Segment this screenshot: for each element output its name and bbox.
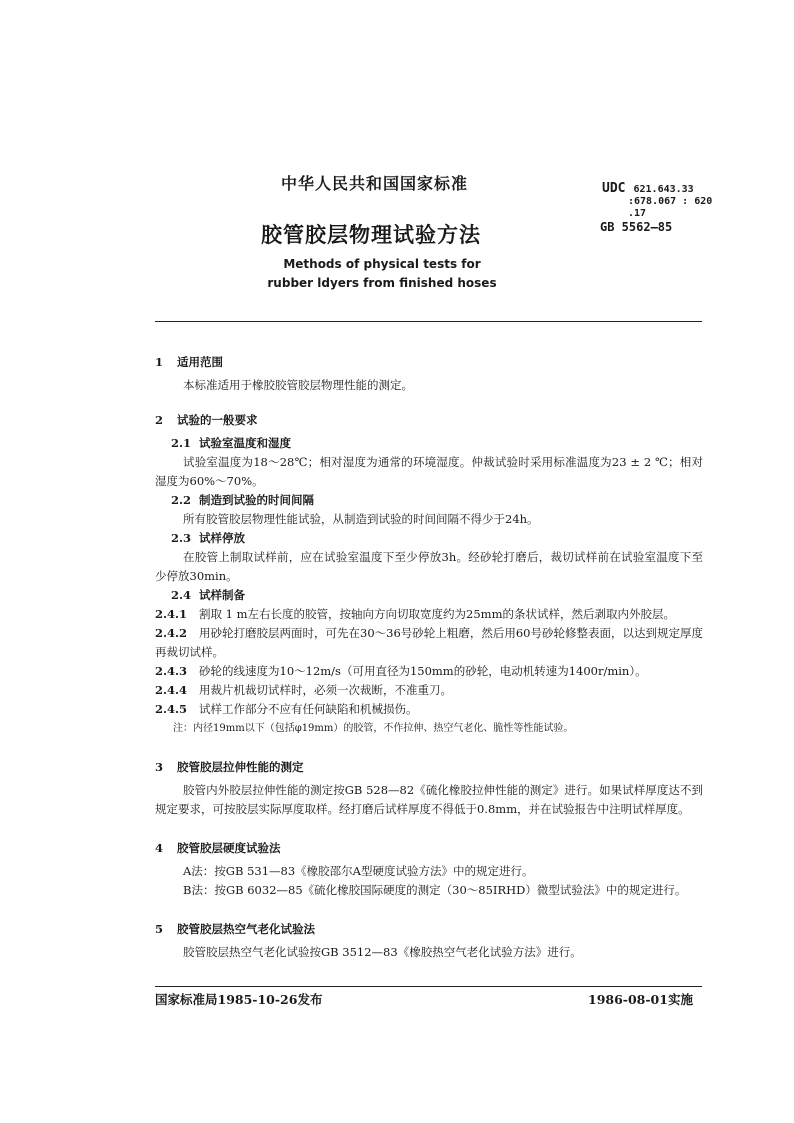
title-en-line: Methods of physical tests for xyxy=(283,257,481,271)
clause-item: 2.4.1 割取 1 m左右长度的胶管，按轴向方向切取宽度约为25mm的条状试样，然后剥取内外胶层。 xyxy=(155,607,675,621)
section-paragraph: 本标准适用于橡胶胶管胶层物理性能的测定。 xyxy=(183,378,413,392)
section-heading: 3 胶管胶层拉伸性能的测定 xyxy=(155,760,304,774)
udc-code-line: .17 xyxy=(628,208,647,219)
subsection-heading: 2.4 试样制备 xyxy=(171,588,245,602)
document-title-en xyxy=(262,255,502,293)
method-b-paragraph: B法：按GB 6032—85《硫化橡胶国际硬度的测定（30～85IRHD）微型试验法》中的规定进行。 xyxy=(183,883,687,897)
footer-divider xyxy=(155,986,702,987)
clause-item: 2.4.3 砂轮的线速度为10～12m/s（可用直径为150mm的砂轮，电动机转速为1400r/min）。 xyxy=(155,664,647,678)
udc-code-line: 621.643.33 xyxy=(633,184,694,195)
udc-classification xyxy=(602,181,712,220)
clause-note: 注：内径19mm以下（包括φ19mm）的胶管，不作拉伸、热空气老化、脆性等性能试验。 xyxy=(173,723,574,734)
effective-date: 1986-08-01实施 xyxy=(588,992,693,1007)
section-paragraph: 胶管胶层热空气老化试验按GB 3512—83《橡胶热空气老化试验方法》进行。 xyxy=(183,945,582,959)
udc-code-line: :678.067 : 620 xyxy=(628,196,713,207)
section-heading: 2 试验的一般要求 xyxy=(155,413,258,427)
document-title-zh: 胶管胶层物理试验方法 xyxy=(261,222,481,247)
section-heading: 1 适用范围 xyxy=(155,355,223,369)
issue-date: 国家标准局1985-10-26发布 xyxy=(155,992,323,1007)
subsection-heading: 2.1 试验室温度和湿度 xyxy=(171,436,291,450)
subsection-paragraph: 在胶管上制取试样前，应在试验室温度下至少停放3h。经砂轮打磨后，裁切试样前在试验室温度下至少停放30min。 xyxy=(155,550,703,583)
method-a-paragraph: A法：按GB 531—83《橡胶邵尔A型硬度试验方法》中的规定进行。 xyxy=(183,864,534,878)
section-heading: 5 胶管胶层热空气老化试验法 xyxy=(155,922,315,936)
subsection-heading: 2.3 试样停放 xyxy=(171,531,245,545)
clause-item: 2.4.4 用裁片机裁切试样时，必须一次裁断，不准重刀。 xyxy=(155,683,452,697)
section-heading: 4 胶管胶层硬度试验法 xyxy=(155,841,281,855)
subsection-paragraph: 所有胶管胶层物理性能试验，从制造到试验的时间间隔不得少于24h。 xyxy=(183,512,539,526)
subsection-heading: 2.2 制造到试验的时间间隔 xyxy=(171,493,314,507)
document-body xyxy=(155,347,703,962)
clause-item: 2.4.5 试样工作部分不应有任何缺陷和机械损伤。 xyxy=(155,702,418,716)
clause-item: 2.4.2 用砂轮打磨胶层两面时，可先在30～36号砂轮上粗磨，然后用60号砂轮修整表面，以达到规定厚度再裁切试样。 xyxy=(155,626,703,659)
gb-standard-number: GB 5562—85 xyxy=(600,220,673,234)
udc-label: UDC xyxy=(602,181,626,196)
subsection-paragraph: 试验室温度为18～28℃；相对湿度为通常的环境湿度。仲裁试验时采用标准温度为23 ± 2 ℃；相对湿度为60%～70%。 xyxy=(155,455,703,488)
standard-org-header: 中华人民共和国国家标准 xyxy=(281,174,469,193)
title-en-line: rubber ldyers from finished hoses xyxy=(267,276,497,290)
section-paragraph: 胶管内外胶层拉伸性能的测定按GB 528—82《硫化橡胶拉伸性能的测定》进行。如果试样厚度达不到规定要求，可按胶层实际厚度取样。经打磨后试样厚度不得低于0.8mm，并在试验报告中注明试样厚度。 xyxy=(155,783,703,816)
header-divider xyxy=(155,321,702,322)
